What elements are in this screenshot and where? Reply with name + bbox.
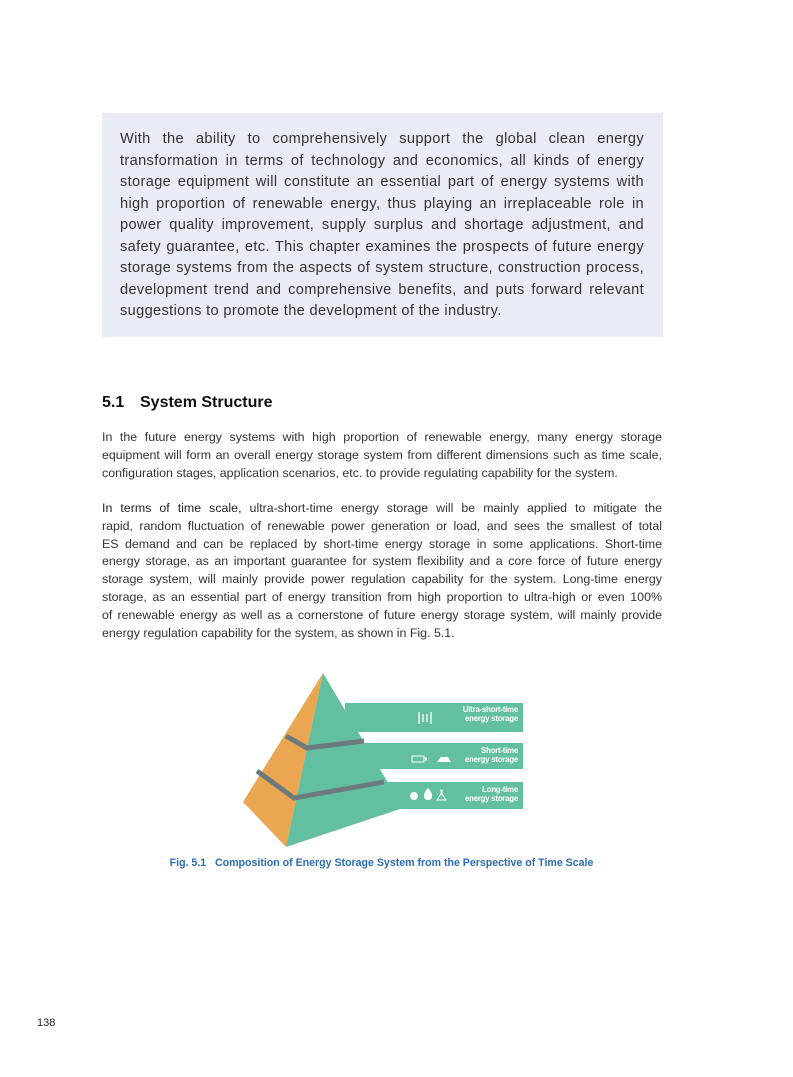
line-text: rapid, random fluctuation of renewable power generation or load, and sees the smallest of total xyxy=(102,518,662,533)
line-text: safety guarantee, etc. This chapter examines the prospects of future energy xyxy=(120,238,644,255)
line-text: configuration stages, application scenarios, etc. to provide regulating capability for the system. xyxy=(102,465,618,480)
line-text: With the ability to comprehensively support the global clean energy xyxy=(120,131,644,147)
line-text: equipment will form an overall energy storage system from different dimensions such as time scale, xyxy=(102,447,662,462)
line-text: storage system, will mainly provide power regulation capability for the system. Long-time energy xyxy=(102,572,662,587)
page-number: 138 xyxy=(37,1017,56,1029)
line-text: In the future energy systems with high proportion of renewable energy, many energy storage xyxy=(102,430,662,444)
line-text: storage, as an essential part of energy transition from high proportion to ultra-high or even 100% xyxy=(102,589,662,604)
line-text: energy regulation capability for the system, as shown in Fig. 5.1. xyxy=(102,625,455,640)
line-text: energy storage, as an important guarantee for system flexibility and a core force of future energy xyxy=(102,554,662,569)
section-title: System Structure xyxy=(140,394,273,411)
line-text: suggestions to promote the development of the industry. xyxy=(120,303,502,319)
line-text: development trend and comprehensive benefits, and puts forward relevant xyxy=(120,281,644,298)
line-text: ES demand and can be replaced by short-time energy storage in some applications. Short-time xyxy=(102,536,662,551)
line-text: of renewable energy as well as a cornerstone of future energy storage system, will mainly provide xyxy=(102,607,662,622)
caption-text: Composition of Energy Storage System from the Perspective of Time Scale xyxy=(215,857,594,869)
caption-number: Fig. 5.1 xyxy=(169,857,207,869)
section-number: 5.1 xyxy=(102,394,125,411)
tier-label-long: Long-time energy storage xyxy=(464,785,518,803)
hydrogen-tank-icon xyxy=(410,792,418,800)
figure-caption xyxy=(0,857,763,869)
line-text: storage systems from the aspects of system structure, construction process, xyxy=(120,260,644,276)
line-text: high proportion of renewable energy, thus playing an irreplaceable role in xyxy=(120,195,644,212)
tier-label-ultra-short: Ultra-short-time energy storage xyxy=(462,705,518,723)
tier-label-short: Short-time energy storage xyxy=(464,746,518,764)
line-text: transformation in terms of technology and economics, all kinds of energy xyxy=(120,152,644,169)
line-text: ultra-short-time energy storage will be mainly applied to mitigate the xyxy=(241,501,662,515)
line-text: power quality improvement, supply surplus and shortage adjustment, and xyxy=(120,217,644,233)
line-text: storage equipment will constitute an essential part of energy systems with xyxy=(120,174,644,190)
lead-phrase: In terms of time scale, xyxy=(102,501,242,515)
